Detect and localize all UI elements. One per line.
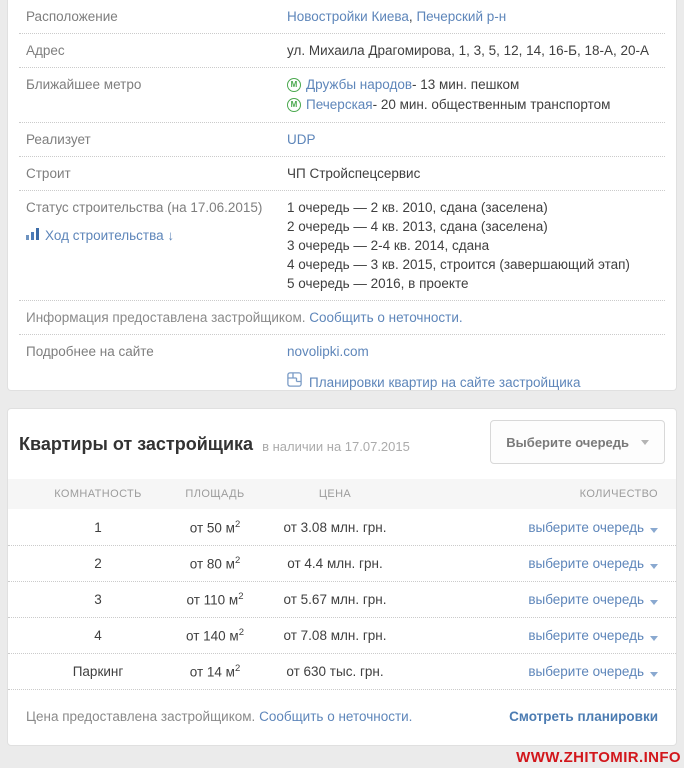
info-disclaimer-row xyxy=(19,301,665,335)
queue-link[interactable]: выберите очередь xyxy=(528,628,658,643)
site-watermark: WWW.ZHITOMIR.INFO xyxy=(516,749,681,766)
column-header-area: ПЛОЩАДЬ xyxy=(185,488,245,500)
detail-row-location xyxy=(19,0,665,34)
chevron-down-icon xyxy=(641,440,649,445)
status-line: 4 очередь — 3 кв. 2015, строится (завершающий этап) xyxy=(287,257,630,272)
location-label: Расположение xyxy=(26,9,118,24)
details-card xyxy=(7,0,677,391)
area-sup: 2 xyxy=(238,627,244,639)
queue-link[interactable]: выберите очередь xyxy=(528,556,658,571)
area-cell: от 110 $м^2$ xyxy=(186,591,244,608)
location-district-link[interactable]: Печерский р-н xyxy=(416,9,507,24)
queue-select-button[interactable]: Выберите очередь xyxy=(490,420,665,464)
rooms-cell: 2 xyxy=(94,556,102,571)
metro-icon: М xyxy=(287,78,301,92)
rooms-cell: 1 xyxy=(94,519,102,535)
area-cell: от 14 $м^2$ xyxy=(189,663,241,680)
chevron-down-icon xyxy=(650,636,658,641)
detail-row-metro xyxy=(19,68,665,123)
status-line: 3 очередь — 2-4 кв. 2014, сдана xyxy=(287,238,490,253)
chevron-down-icon xyxy=(650,600,658,605)
area-sup: 2 xyxy=(234,663,241,675)
column-header-price: ЦЕНА xyxy=(318,488,352,500)
chevron-down-icon xyxy=(650,672,658,677)
metro-station-link[interactable]: Печерская xyxy=(306,97,373,112)
price-cell: от 7.08 млн. грн. xyxy=(283,628,387,643)
location-separator: , xyxy=(408,9,417,24)
apartments-table-row xyxy=(8,581,676,617)
metro-time-text: - 20 мин. общественным транспортом xyxy=(372,97,611,112)
address-label: Адрес xyxy=(26,43,65,58)
construction-progress-link[interactable]: Ход строительства ↓ xyxy=(45,228,175,243)
metro-line xyxy=(287,95,658,115)
price-cell: от 5.67 млн. грн. xyxy=(283,592,387,607)
price-cell: от 4.4 млн. грн. xyxy=(287,556,383,571)
area-sup: 2 xyxy=(238,591,244,603)
detail-row-seller xyxy=(19,123,665,157)
address-value: ул. Михаила Драгомирова, 1, 3, 5, 12, 14, 16-Б, 18-А, 20-А xyxy=(287,43,650,58)
location-city-link[interactable]: Новостройки Киева xyxy=(287,9,409,24)
queue-link[interactable]: выберите очередь xyxy=(528,520,658,535)
queue-link[interactable]: выберите очередь xyxy=(528,592,658,607)
price-disclaimer-text: Цена предоставлена застройщиком. xyxy=(26,709,256,724)
detail-row-address xyxy=(19,34,665,68)
apartments-table-row xyxy=(8,617,676,653)
metro-label: Ближайшее метро xyxy=(26,77,142,92)
builder-label: Строит xyxy=(26,166,71,181)
chevron-down-icon xyxy=(650,564,658,569)
site-link[interactable]: novolipki.com xyxy=(287,344,369,359)
status-line: 1 очередь — 2 кв. 2010, сдана (заселена) xyxy=(287,200,548,215)
arrow-down-icon: ↓ xyxy=(167,228,175,243)
apartment-plans-link[interactable]: Планировки квартир на сайте застройщика xyxy=(309,374,581,390)
area-cell: от 80 $м^2$ xyxy=(189,555,241,572)
area-sup: 2 xyxy=(234,555,241,567)
website-label: Подробнее на сайте xyxy=(26,344,154,359)
metro-station-link[interactable]: Дружбы народов xyxy=(306,77,413,92)
chevron-down-icon xyxy=(650,528,658,533)
apartments-table-header xyxy=(8,479,676,509)
apartments-table-row xyxy=(8,509,676,545)
apartments-table-row xyxy=(8,545,676,581)
availability-subtitle: в наличии на 17.07.2015 xyxy=(262,438,410,454)
rooms-cell: 4 xyxy=(94,628,102,643)
floor-plan-icon xyxy=(287,372,302,391)
status-label: Статус строительства (на 17.06.2015) xyxy=(26,200,263,215)
detail-row-builder xyxy=(19,157,665,191)
builder-value: ЧП Стройспецсервис xyxy=(287,166,421,181)
rooms-cell: Паркинг xyxy=(72,664,124,679)
bar-chart-icon xyxy=(26,226,39,245)
view-plans-link[interactable]: Смотреть планировки xyxy=(509,709,658,724)
metro-icon: М xyxy=(287,98,301,112)
price-cell: от 3.08 млн. грн. xyxy=(283,519,387,535)
detail-row-status xyxy=(19,191,665,301)
apartments-card xyxy=(7,408,677,746)
area-sup: 2 xyxy=(234,518,241,530)
area-cell: от 50 $м^2$ xyxy=(189,518,241,536)
queue-link[interactable]: выберите очередь xyxy=(528,664,658,679)
report-inaccuracy-link[interactable]: Сообщить о неточности. xyxy=(309,310,463,325)
price-cell: от 630 тыс. грн. xyxy=(286,664,384,679)
apartments-table-row xyxy=(8,653,676,689)
area-cell: от 140 $м^2$ xyxy=(186,627,244,644)
seller-link[interactable]: UDP xyxy=(287,132,316,147)
status-line: 2 очередь — 4 кв. 2013, сдана (заселена) xyxy=(287,219,548,234)
detail-row-website xyxy=(19,335,665,391)
disclaimer-text: Информация предоставлена застройщиком. xyxy=(26,310,306,325)
metro-line xyxy=(287,75,658,95)
apartments-footer xyxy=(8,689,676,746)
metro-time-text: - 13 мин. пешком xyxy=(412,77,520,92)
apartments-header xyxy=(8,409,676,479)
report-inaccuracy-link[interactable]: Сообщить о неточности. xyxy=(259,709,413,724)
rooms-cell: 3 xyxy=(94,592,102,607)
seller-label: Реализует xyxy=(26,132,91,147)
column-header-rooms: КОМНАТНОСТЬ xyxy=(54,488,142,500)
column-header-quantity: КОЛИЧЕСТВО xyxy=(579,488,658,500)
apartments-title: Квартиры от застройщика xyxy=(19,433,254,454)
status-line: 5 очередь — 2016, в проекте xyxy=(287,276,469,291)
